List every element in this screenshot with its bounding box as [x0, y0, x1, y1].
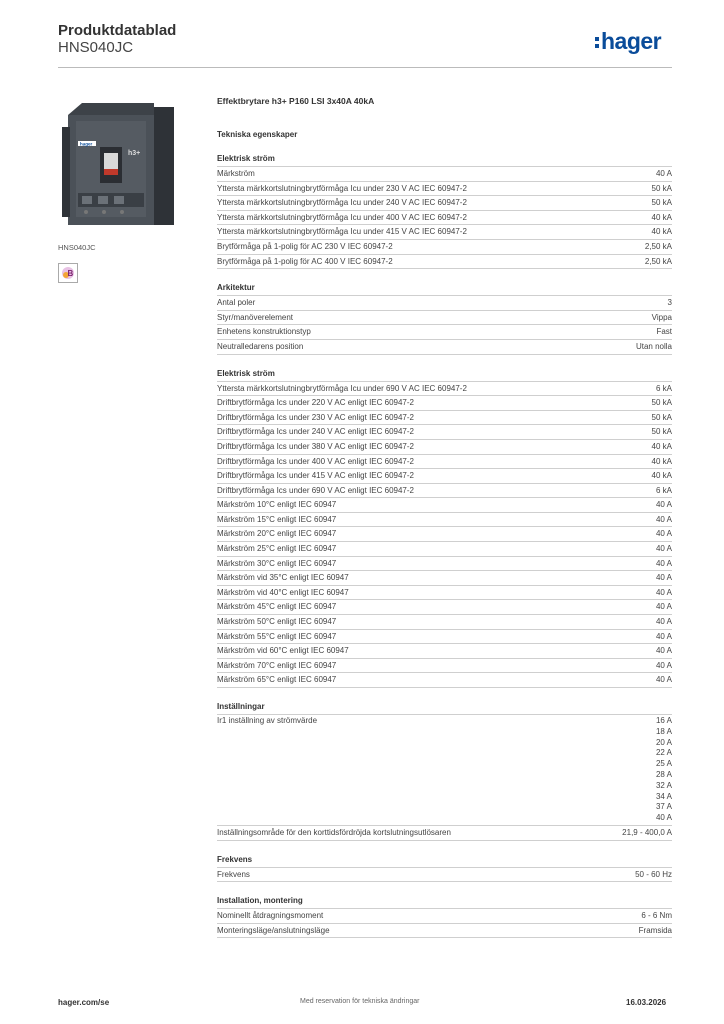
spec-value: 40 A [655, 602, 672, 612]
spec-label: Märkström 50°C enligt IEC 60947 [217, 617, 337, 627]
spec-row [217, 254, 672, 270]
spec-value: 2,50 kA [644, 241, 672, 251]
spec-value: 40 kA [651, 471, 672, 481]
tech-heading: Tekniska egenskaper [217, 130, 298, 139]
spec-section [217, 894, 672, 938]
spec-row [217, 210, 672, 225]
section-title: Elektrisk ström [217, 154, 275, 163]
eco-badge-icon [58, 263, 78, 283]
spec-value: 40 kA [651, 227, 672, 237]
spec-row [217, 439, 672, 454]
spec-row [217, 643, 672, 658]
image-caption: HNS040JC [58, 243, 96, 252]
spec-content [217, 96, 672, 938]
spec-row [217, 339, 672, 355]
spec-label: Märkström 70°C enligt IEC 60947 [217, 660, 337, 670]
spec-label: Märkström vid 60°C enligt IEC 60947 [217, 646, 349, 656]
spec-section [217, 367, 672, 688]
spec-value: 6 kA [655, 383, 672, 393]
spec-label: Driftbrytförmåga Ics under 230 V AC enligt IEC 60947-2 [217, 412, 414, 422]
spec-label: Neutralledarens position [217, 341, 304, 351]
spec-label: Driftbrytförmåga Ics under 220 V AC enligt IEC 60947-2 [217, 398, 414, 408]
spec-label: Märkström vid 40°C enligt IEC 60947 [217, 587, 349, 597]
section-title: Arkitektur [217, 283, 255, 293]
spec-label: Yttersta märkkortslutningbrytförmåga Icu under 690 V AC IEC 60947-2 [217, 383, 467, 393]
spec-label: Märkström 15°C enligt IEC 60947 [217, 514, 337, 524]
spec-label: Märkström 65°C enligt IEC 60947 [217, 675, 337, 685]
spec-value: 40 A [655, 617, 672, 627]
spec-value: 50 - 60 Hz [635, 869, 672, 879]
spec-row [217, 324, 672, 339]
footer-disclaimer: Med reservation för tekniska ändringar [300, 998, 420, 1005]
spec-label: Yttersta märkkortslutningbrytförmåga Icu under 230 V AC IEC 60947-2 [217, 183, 467, 193]
spec-value: 3 [667, 298, 672, 308]
header-divider [58, 67, 672, 68]
spec-row [217, 295, 672, 310]
device-model: h3+ [128, 150, 141, 157]
spec-value: 40 A [655, 631, 672, 641]
spec-value: 50 kA [651, 412, 672, 422]
section-title: Frekvens [217, 854, 253, 864]
spec-row [217, 381, 672, 396]
spec-value: 40 kA [651, 212, 672, 222]
section-gap [217, 841, 672, 853]
spec-row [217, 714, 672, 825]
spec-label: Ir1 inställning av strömvärde [217, 716, 318, 725]
spec-row [217, 585, 672, 600]
spec-row [217, 599, 672, 614]
section-title: Elektrisk ström [217, 368, 275, 378]
spec-value: 40 A [655, 558, 672, 568]
spec-label: Enhetens konstruktionstyp [217, 327, 311, 337]
section-gap [217, 688, 672, 700]
spec-label: Driftbrytförmåga Ics under 380 V AC enligt IEC 60947-2 [217, 441, 414, 451]
section-title: Installation, montering [217, 896, 303, 906]
spec-value: 40 kA [651, 456, 672, 466]
spec-value: 50 kA [651, 427, 672, 437]
spec-label: Driftbrytförmåga Ics under 240 V AC enligt IEC 60947-2 [217, 427, 414, 437]
spec-value: Utan nolla [635, 341, 672, 351]
spec-value: 40 A [655, 675, 672, 685]
spec-value: 50 kA [651, 198, 672, 208]
spec-label: Yttersta märkkortslutningbrytförmåga Icu under 400 V AC IEC 60947-2 [217, 212, 467, 222]
spec-value: 6 - 6 Nm [641, 911, 672, 921]
spec-label: Märkström 45°C enligt IEC 60947 [217, 602, 337, 612]
spec-label: Brytförmåga på 1-polig för AC 400 V IEC 60947-2 [217, 256, 393, 266]
spec-label: Märkström vid 35°C enligt IEC 60947 [217, 573, 349, 583]
spec-row [217, 614, 672, 629]
spec-section [217, 853, 672, 883]
spec-value: 40 kA [651, 441, 672, 451]
spec-row [217, 410, 672, 425]
product-image [58, 97, 203, 237]
spec-row [217, 239, 672, 254]
product-code: HNS040JC [58, 39, 134, 56]
spec-label: Monteringsläge/anslutningsläge [217, 925, 330, 935]
spec-label: Driftbrytförmåga Ics under 415 V AC enligt IEC 60947-2 [217, 471, 414, 481]
spec-label: Märkström 20°C enligt IEC 60947 [217, 529, 337, 539]
spec-value: 21,9 - 400,0 A [622, 827, 672, 837]
logo-dots-icon [595, 34, 599, 51]
spec-label: Antal poler [217, 298, 256, 308]
spec-value: 40 A [655, 500, 672, 510]
section-title: Inställningar [217, 702, 265, 711]
spec-row [217, 541, 672, 556]
spec-label: Styr/manöverelement [217, 312, 294, 322]
spec-value: Vippa [651, 312, 672, 322]
spec-row [217, 181, 672, 196]
spec-row [217, 825, 672, 841]
section-gap [217, 355, 672, 367]
spec-value: 40 A [655, 660, 672, 670]
spec-value: 40 A [655, 544, 672, 554]
spec-row [217, 570, 672, 585]
hager-logo: hager [595, 28, 661, 55]
section-gap [217, 269, 672, 281]
spec-row [217, 424, 672, 439]
product-title: Effektbrytare h3+ P160 LSI 3x40A 40kA [217, 96, 375, 106]
spec-value: Fast [656, 327, 672, 337]
spec-label: Märkström 55°C enligt IEC 60947 [217, 631, 337, 641]
spec-label: Brytförmåga på 1-polig för AC 230 V IEC 60947-2 [217, 241, 393, 251]
spec-row [217, 908, 672, 923]
spec-section [217, 152, 672, 269]
spec-row [217, 526, 672, 541]
spec-row [217, 512, 672, 527]
spec-value: 40 A [655, 587, 672, 597]
spec-value: 16 A 18 A 20 A 22 A 25 A 28 A 32 A 34 A 37 A 40 A [655, 716, 672, 823]
spec-row [217, 224, 672, 239]
spec-label: Märkström 25°C enligt IEC 60947 [217, 544, 337, 554]
spec-label: Driftbrytförmåga Ics under 400 V AC enligt IEC 60947-2 [217, 456, 414, 466]
page-title: Produktdatablad [58, 22, 177, 39]
spec-value: 40 A [655, 169, 672, 178]
spec-row [217, 497, 672, 512]
spec-label: Frekvens [217, 869, 250, 879]
spec-value: 2,50 kA [644, 256, 672, 266]
spec-label: Märkström 30°C enligt IEC 60947 [217, 558, 337, 568]
spec-row [217, 923, 672, 939]
spec-label: Märkström 10°C enligt IEC 60947 [217, 500, 337, 510]
spec-row [217, 195, 672, 210]
spec-row [217, 395, 672, 410]
spec-row [217, 310, 672, 325]
spec-value: 6 kA [655, 485, 672, 495]
spec-label: Yttersta märkkortslutningbrytförmåga Icu under 240 V AC IEC 60947-2 [217, 198, 467, 208]
spec-sections [217, 152, 672, 938]
spec-value: 50 kA [651, 183, 672, 193]
spec-row [217, 556, 672, 571]
spec-value: 50 kA [651, 398, 672, 408]
spec-section [217, 281, 672, 354]
spec-row [217, 658, 672, 673]
svg-text:B: B [67, 269, 74, 278]
spec-label: Yttersta märkkortslutningbrytförmåga Icu under 415 V AC IEC 60947-2 [217, 227, 467, 237]
spec-row [217, 629, 672, 644]
spec-row [217, 483, 672, 498]
spec-label: Driftbrytförmåga Ics under 690 V AC enligt IEC 60947-2 [217, 485, 414, 495]
spec-row [217, 672, 672, 688]
spec-value: 40 A [655, 646, 672, 656]
spec-label: Inställningsområde för den korttidsfördröjda kortslutningsutlösaren [217, 827, 451, 837]
spec-row [217, 454, 672, 469]
spec-section [217, 700, 672, 841]
spec-value: 40 A [655, 514, 672, 524]
footer-date: 16.03.2026 [626, 998, 667, 1007]
spec-row [217, 468, 672, 483]
spec-label: Nominellt åtdragningsmoment [217, 911, 324, 921]
spec-row [217, 867, 672, 883]
spec-value: Framsida [638, 925, 672, 935]
spec-label: Märkström [217, 169, 255, 178]
spec-row [217, 166, 672, 181]
spec-value: 40 A [655, 529, 672, 539]
section-gap [217, 882, 672, 894]
device-brand: hager [80, 141, 93, 147]
footer-website: hager.com/se [58, 998, 110, 1007]
spec-value: 40 A [655, 573, 672, 583]
